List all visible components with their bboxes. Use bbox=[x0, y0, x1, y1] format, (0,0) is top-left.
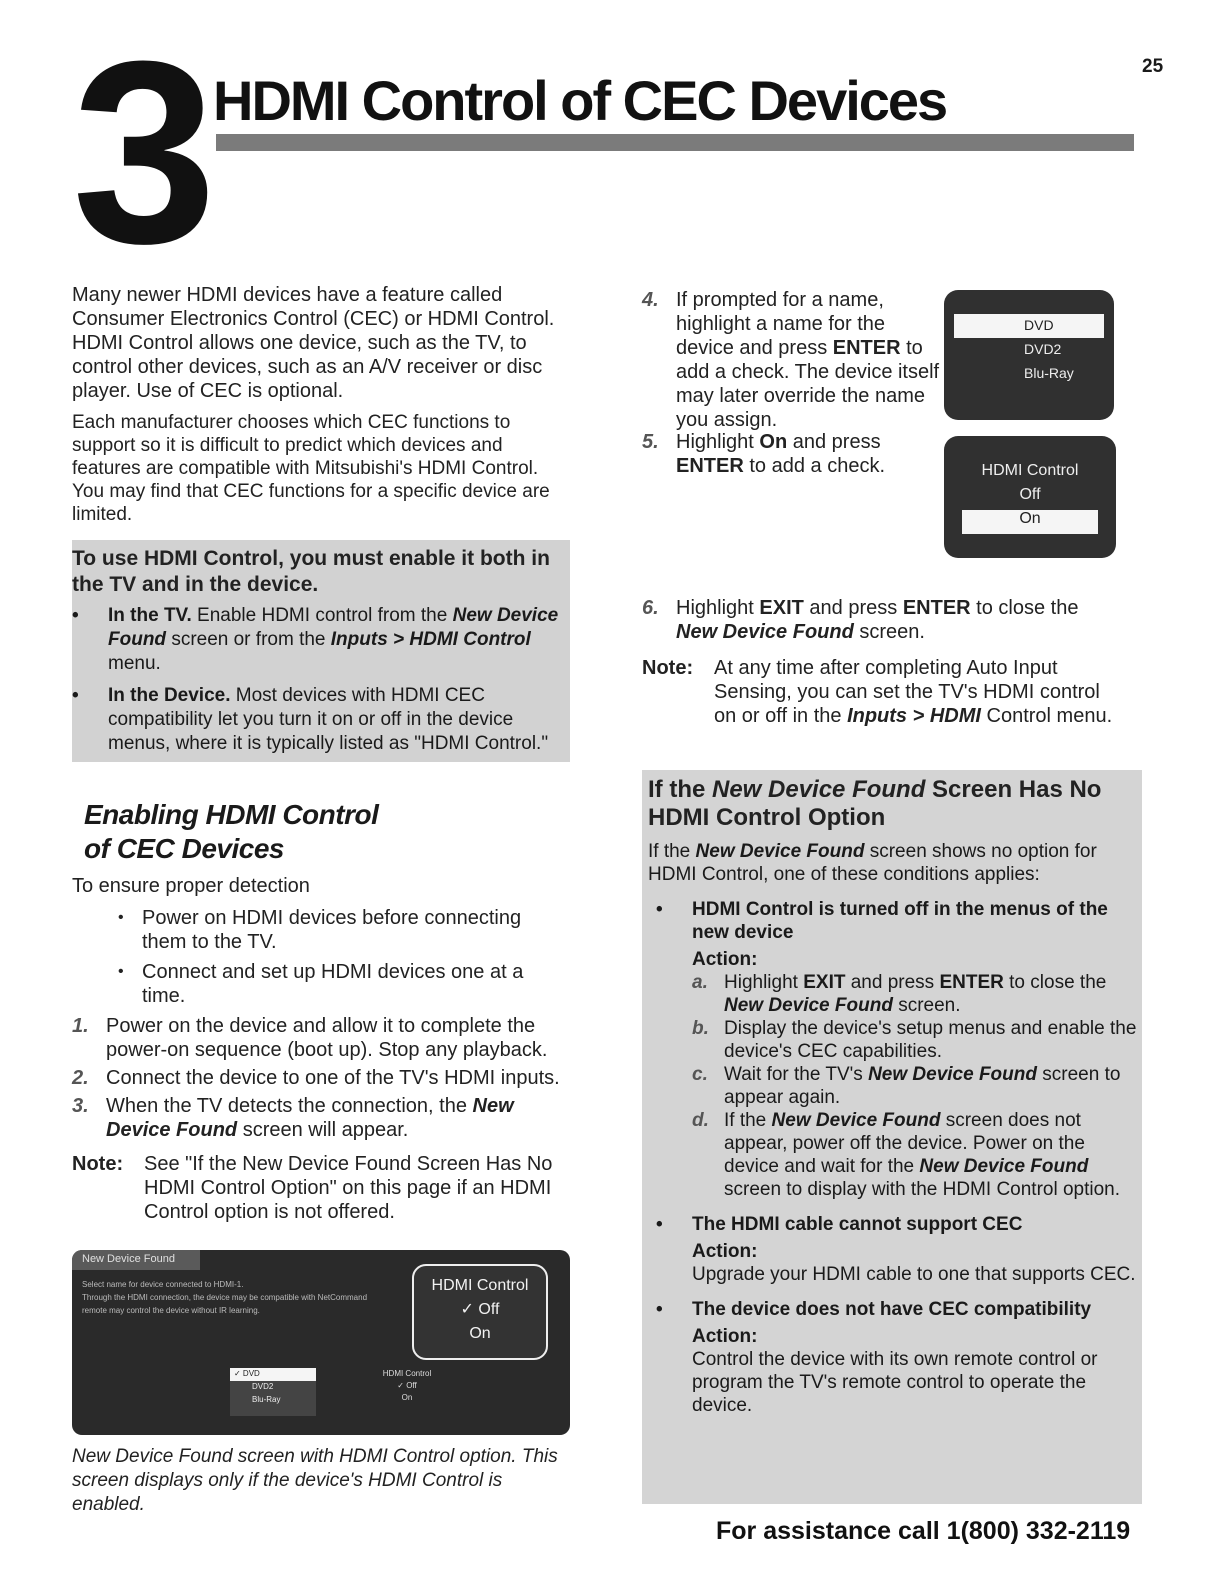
intro-ndf: New Device Found bbox=[695, 841, 865, 862]
callout-tv-text-1: Enable HDMI control from the bbox=[197, 605, 448, 626]
step-6-ndf: New Device Found bbox=[676, 621, 854, 643]
condition-no-cec bbox=[648, 1298, 1142, 1417]
condition-hdmi-off bbox=[648, 898, 1142, 1201]
step-5-text-b: and press bbox=[792, 431, 881, 453]
enable-callout bbox=[72, 540, 570, 762]
dvd-name-menu-image bbox=[944, 290, 1114, 420]
exit-key: EXIT bbox=[803, 972, 846, 993]
step-5-text-a: Highlight bbox=[676, 431, 754, 453]
enter-key: ENTER bbox=[676, 455, 744, 477]
right-note-text-b: Control menu. bbox=[986, 705, 1113, 727]
step-text: Highlight bbox=[724, 972, 798, 993]
callout-item-device bbox=[72, 684, 570, 756]
condition-title: • The device does not have CEC compatibility bbox=[692, 1299, 1092, 1320]
condition-cable bbox=[648, 1213, 1142, 1286]
mini-menu-item: DVD2 bbox=[252, 1382, 274, 1391]
hdmi-control-bubble bbox=[412, 1264, 548, 1360]
page-title: HDMI Control of CEC Devices bbox=[213, 69, 947, 132]
step-text: screen to appear again. bbox=[724, 1064, 1121, 1108]
step-6-text-a: Highlight bbox=[676, 597, 754, 619]
action-text: Upgrade your HDMI cable to one that supports CEC. bbox=[692, 1264, 1136, 1285]
troubleshooting-intro bbox=[648, 840, 1142, 886]
hdmi-menu-off: Off bbox=[1019, 486, 1041, 503]
step-letter: c. bbox=[692, 1064, 708, 1085]
hdmi-control-menu-image bbox=[944, 436, 1116, 558]
condition-title: • HDMI Control is turned off in the menus of the new device bbox=[692, 899, 1108, 943]
step-ndf: New Device Found bbox=[724, 995, 893, 1016]
step-text: If the bbox=[724, 1110, 767, 1131]
step-1 bbox=[72, 1014, 567, 1062]
intro-paragraph-2: Each manufacturer chooses which CEC functions to support so it is difficult to predict which devices and features are compatible with Mitsubishi's HDMI Control. You may find that CEC functions for a specific device are limited. bbox=[72, 412, 550, 525]
troubleshooting-box bbox=[642, 770, 1142, 1504]
step-ndf: New Device Found bbox=[771, 1110, 941, 1131]
dvd-menu-item: DVD2 bbox=[1024, 341, 1062, 357]
bubble-on: On bbox=[469, 1325, 491, 1342]
action-label: Action: bbox=[692, 1326, 758, 1347]
chapter-number: 3 bbox=[72, 8, 207, 298]
callout-device-text: Most devices with HDMI CEC compatibility let you turn it on or off in the device menus, where it is typically listed as "HDMI Control." bbox=[108, 685, 549, 754]
right-note-label: Note: bbox=[642, 657, 694, 679]
step-2 bbox=[72, 1066, 567, 1090]
action-text: Control the device with its own remote control or program the TV's remote control to operate the device. bbox=[692, 1349, 1098, 1416]
intro-text bbox=[72, 283, 562, 534]
prep-item: • Connect and set up HDMI devices one at a time. bbox=[72, 960, 567, 1008]
callout-tv-ndf: New Device Found bbox=[108, 605, 559, 650]
section-title bbox=[84, 798, 378, 866]
action-step-a bbox=[692, 971, 1142, 1017]
on-option: On bbox=[759, 431, 788, 453]
dvd-menu-item: DVD bbox=[954, 314, 1104, 338]
heading-part: If the bbox=[648, 776, 706, 803]
hdmi-menu-on: On bbox=[962, 510, 1098, 534]
step-4-text-a: If prompted for a name, highlight a name for the device and press bbox=[676, 289, 886, 359]
dvd-menu-item: Blu-Ray bbox=[1024, 365, 1074, 381]
mini-hdmi-menu bbox=[372, 1368, 442, 1404]
screenshot-line: Select name for device connected to HDMI-1. bbox=[82, 1280, 244, 1289]
step-1-number: 1. bbox=[72, 1015, 89, 1037]
step-text: to close the bbox=[1009, 972, 1107, 993]
step-text: Display the device's setup menus and enable the device's CEC capabilities. bbox=[724, 1018, 1137, 1062]
step-6-text-d: screen. bbox=[859, 621, 925, 643]
step-letter: b. bbox=[692, 1018, 709, 1039]
action-label: Action: bbox=[692, 949, 758, 970]
screenshot-tab: New Device Found bbox=[72, 1250, 200, 1270]
mini-hdmi-item: On bbox=[401, 1393, 413, 1402]
mini-hdmi-item: ✓ Off bbox=[397, 1381, 417, 1390]
mini-name-menu bbox=[230, 1368, 316, 1416]
step-5-text-c: to add a check. bbox=[749, 455, 886, 477]
enter-key: ENTER bbox=[939, 972, 1004, 993]
step-ndf: New Device Found bbox=[919, 1156, 1089, 1177]
step-2-number: 2. bbox=[72, 1067, 89, 1089]
step-text: screen to display with the HDMI Control option. bbox=[724, 1179, 1121, 1200]
step-text: and press bbox=[850, 972, 935, 993]
note-label: Note: bbox=[72, 1153, 124, 1175]
condition-title: • The HDMI cable cannot support CEC bbox=[692, 1214, 1023, 1235]
step-ndf: New Device Found bbox=[868, 1064, 1037, 1085]
hdmi-menu-title: HDMI Control bbox=[981, 462, 1079, 479]
step-text: screen does not appear, power off the device. Power on the device and wait for the bbox=[724, 1110, 1085, 1177]
prep-list bbox=[72, 906, 567, 1008]
step-3-number: 3. bbox=[72, 1095, 89, 1117]
step-6-and-note bbox=[642, 596, 1122, 728]
step-letter: d. bbox=[692, 1110, 709, 1131]
screenshot-caption: New Device Found screen with HDMI Control option. This screen displays only if the device's HDMI Control is enabled. bbox=[72, 1446, 558, 1515]
step-6-text-b: and press bbox=[809, 597, 898, 619]
exit-key: EXIT bbox=[759, 597, 804, 619]
bubble-title: HDMI Control bbox=[431, 1277, 529, 1294]
right-note-inputs: Inputs > HDMI bbox=[847, 705, 981, 727]
callout-device-label: In the Device. bbox=[108, 685, 231, 706]
action-step-d bbox=[692, 1109, 1142, 1201]
section-body bbox=[72, 874, 567, 1224]
bubble-off: ✓ Off bbox=[460, 1301, 500, 1318]
screenshot-line: Through the HDMI connection, the device may be compatible with NetCommand bbox=[82, 1293, 368, 1302]
action-step-c bbox=[692, 1063, 1142, 1109]
troubleshooting-heading bbox=[648, 776, 1142, 832]
intro-part: screen shows no option for HDMI Control, one of these conditions applies: bbox=[648, 841, 1097, 885]
step-text: screen. bbox=[898, 995, 961, 1016]
heading-ndf: New Device Found bbox=[712, 776, 926, 803]
step-6-number: 6. bbox=[642, 597, 659, 619]
enter-key: ENTER bbox=[832, 337, 901, 359]
mini-hdmi-item: HDMI Control bbox=[382, 1369, 432, 1378]
mini-menu-item: Blu-Ray bbox=[252, 1395, 281, 1404]
callout-tv-label: In the TV. bbox=[108, 605, 192, 626]
right-note-text-a: At any time after completing Auto Input Sensing, you can set the TV's HDMI control on or off in the bbox=[714, 657, 1100, 727]
step-5 bbox=[642, 430, 942, 482]
screenshot-lines bbox=[82, 1278, 367, 1317]
callout-item-tv bbox=[72, 604, 570, 676]
action-label: Action: bbox=[692, 1241, 758, 1262]
callout-tv-inputs: Inputs > HDMI Control bbox=[330, 629, 531, 650]
step-5-number: 5. bbox=[642, 431, 659, 453]
heading-part: Screen Has No HDMI Control Option bbox=[648, 776, 1102, 831]
step-text: Wait for the TV's bbox=[724, 1064, 863, 1085]
section-title-line-1: Enabling HDMI Control bbox=[84, 799, 379, 830]
callout-tv-text-2: screen or from the bbox=[171, 629, 326, 650]
new-device-found-screenshot bbox=[72, 1250, 570, 1435]
step-2-text: Connect the device to one of the TV's HDMI inputs. bbox=[106, 1067, 560, 1089]
note-text: See "If the New Device Found Screen Has No HDMI Control Option" on this page if an HDMI Control option is not offered. bbox=[144, 1153, 553, 1223]
step-3-text-a: When the TV detects the connection, the bbox=[106, 1095, 467, 1117]
section-lead: To ensure proper detection bbox=[72, 875, 310, 897]
step-1-text: Power on the device and allow it to complete the power-on sequence (boot up). Stop any playback. bbox=[106, 1015, 548, 1061]
intro-paragraph-1: Many newer HDMI devices have a feature called Consumer Electronics Control (CEC) or HDMI Control. HDMI Control allows one device, such as the TV, to control other devices, such as an A/V receiver or disc player. Use of CEC is optional. bbox=[72, 284, 555, 402]
step-6-text-c: to close the bbox=[976, 597, 1079, 619]
step-4-number: 4. bbox=[642, 289, 659, 311]
intro-part: If the bbox=[648, 841, 691, 862]
title-rule bbox=[216, 134, 1134, 151]
enter-key: ENTER bbox=[902, 597, 971, 619]
mini-menu-item: ✓ DVD bbox=[230, 1368, 316, 1381]
action-step-b bbox=[692, 1017, 1142, 1063]
assistance-footer: For assistance call 1(800) 332-2119 bbox=[716, 1517, 1131, 1545]
screenshot-line: remote may control the device without IR learning. bbox=[82, 1306, 260, 1315]
step-4-text-b: to add a check. The device itself may later override the name you assign. bbox=[676, 337, 940, 431]
step-letter: a. bbox=[692, 972, 708, 993]
prep-item: • Power on HDMI devices before connecting them to the TV. bbox=[72, 906, 567, 954]
step-3-ndf: New Device Found bbox=[106, 1095, 514, 1141]
step-3 bbox=[72, 1094, 567, 1142]
section-note bbox=[72, 1152, 567, 1224]
step-3-text-b: screen will appear. bbox=[242, 1119, 409, 1141]
callout-tv-text-3: menu. bbox=[108, 653, 161, 674]
section-title-line-2: of CEC Devices bbox=[84, 833, 284, 864]
callout-heading: To use HDMI Control, you must enable it both in the TV and in the device. bbox=[72, 547, 550, 596]
step-4 bbox=[642, 288, 942, 436]
page-number: 25 bbox=[1142, 56, 1164, 77]
